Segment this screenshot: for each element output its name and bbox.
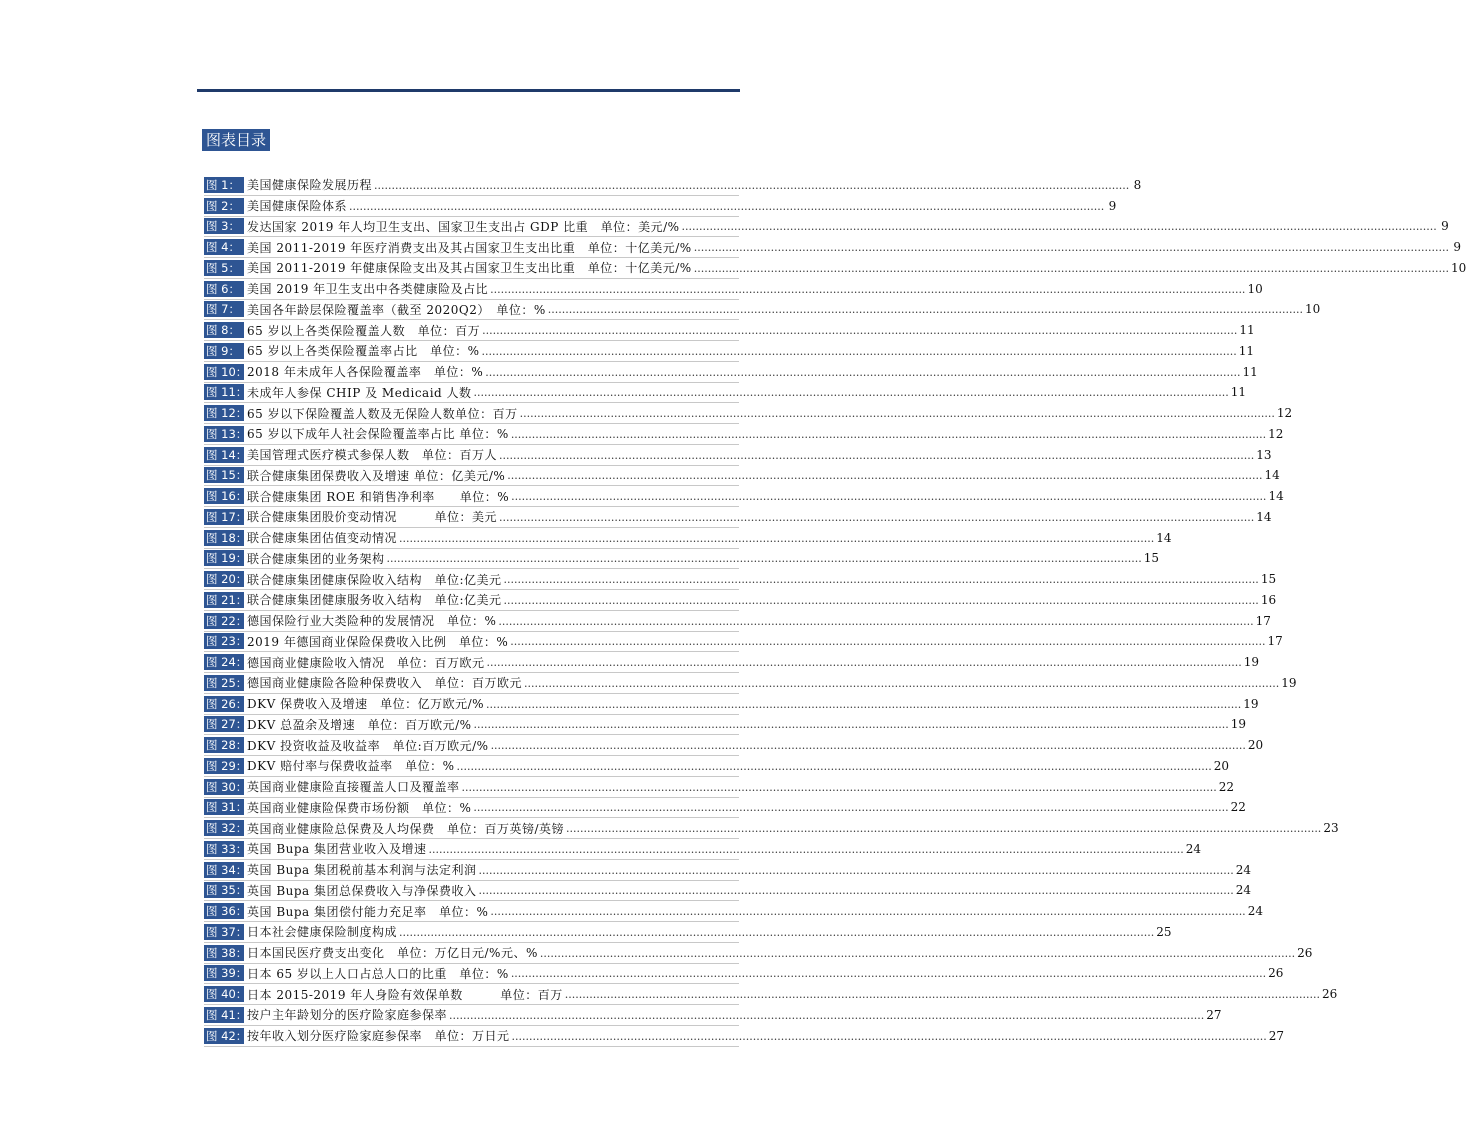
toc-entry[interactable] bbox=[204, 839, 1202, 860]
figure-title: 美国 2019 年卫生支出中各类健康险及占比 bbox=[247, 282, 489, 297]
figure-number-tag: 图 36： bbox=[206, 904, 248, 919]
figure-title: 发达国家 2019 年人均卫生支出、国家卫生支出占 GDP 比重 单位：美元/% bbox=[247, 219, 680, 234]
figure-number-tag: 图 17： bbox=[206, 509, 248, 524]
dot-leader bbox=[349, 201, 1104, 212]
page-number: 20 bbox=[1247, 738, 1264, 753]
page-number: 22 bbox=[1218, 779, 1235, 794]
figure-number-tag: 图 39： bbox=[206, 966, 248, 981]
toc-entry[interactable] bbox=[204, 590, 1277, 611]
figure-number-tag: 图 38： bbox=[206, 945, 248, 960]
figure-title: 联合健康集团 ROE 和销售净利率 单位：% bbox=[247, 489, 510, 504]
figure-number-tag: 图 42： bbox=[206, 1028, 248, 1043]
figure-title: 未成年人参保 CHIP 及 Medicaid 人数 bbox=[247, 385, 472, 400]
page-number: 25 bbox=[1156, 924, 1172, 939]
dot-leader bbox=[499, 512, 1254, 523]
page-number: 14 bbox=[1256, 509, 1272, 524]
toc-entry[interactable] bbox=[204, 735, 1264, 756]
toc-entry[interactable] bbox=[204, 300, 1321, 321]
figure-number-tag: 图 15： bbox=[206, 468, 248, 483]
figure-number-tag: 图 14： bbox=[206, 447, 248, 462]
toc-entry[interactable] bbox=[204, 1005, 1222, 1026]
toc-entry[interactable] bbox=[204, 424, 1284, 445]
toc-entry[interactable] bbox=[204, 237, 1461, 258]
toc-entry[interactable] bbox=[204, 798, 1246, 819]
dot-leader bbox=[498, 616, 1253, 627]
toc-entry[interactable] bbox=[204, 362, 1258, 383]
page-number: 27 bbox=[1206, 1007, 1222, 1022]
figure-title: 英国商业健康险直接覆盖人口及覆盖率 bbox=[247, 780, 460, 795]
figure-number-tag: 图 21： bbox=[206, 592, 248, 607]
page-number: 26 bbox=[1322, 987, 1338, 1002]
figure-title: 65 岁以下成年人社会保险覆盖率占比 单位：% bbox=[247, 427, 509, 442]
dot-leader bbox=[520, 408, 1275, 419]
figure-number-tag: 图 29： bbox=[206, 758, 248, 773]
page-number: 14 bbox=[1268, 489, 1284, 504]
page-number: 24 bbox=[1185, 841, 1202, 856]
dot-leader bbox=[511, 491, 1266, 502]
figure-number-tag: 图 41： bbox=[206, 1007, 248, 1022]
page-number: 26 bbox=[1268, 966, 1284, 981]
figure-number-tag: 图 32： bbox=[206, 821, 248, 836]
page-number: 23 bbox=[1323, 821, 1339, 836]
dot-leader bbox=[462, 782, 1217, 793]
figure-title: 美国 2011-2019 年医疗消费支出及其占国家卫生支出比重 单位：十亿美元/% bbox=[247, 240, 692, 255]
dot-leader bbox=[540, 948, 1295, 959]
page-number: 12 bbox=[1276, 406, 1293, 421]
figure-title: 日本国民医疗费支出变化 单位：万亿日元/%元、% bbox=[247, 946, 538, 961]
page-number: 24 bbox=[1235, 883, 1252, 898]
toc-entry[interactable] bbox=[204, 673, 1297, 694]
figure-number-tag: 图 18： bbox=[206, 530, 248, 545]
page-number: 10 bbox=[1247, 281, 1263, 296]
figure-number-tag: 图 24： bbox=[206, 655, 248, 670]
figure-title: DKV 赔付率与保费收益率 单位：% bbox=[247, 759, 455, 774]
figure-title: DKV 总盈余及增速 单位：百万欧元/% bbox=[247, 717, 472, 732]
figure-number-tag: 图 7： bbox=[204, 301, 244, 317]
dot-leader bbox=[511, 429, 1266, 440]
page-number: 9 bbox=[1441, 219, 1449, 234]
page-number: 19 bbox=[1243, 696, 1259, 711]
figure-number-tag: 图 40： bbox=[206, 987, 248, 1002]
figure-title: 日本 2015-2019 年人身险有效保单数 单位：百万 bbox=[247, 987, 563, 1002]
figure-title: 按年收入划分医疗险家庭参保率 单位：万日元 bbox=[247, 1029, 510, 1044]
dot-leader bbox=[482, 346, 1237, 357]
toc-entry[interactable] bbox=[204, 175, 1142, 196]
toc-entry[interactable] bbox=[204, 217, 1449, 238]
figure-title: 2019 年德国商业保险保费收入比例 单位：% bbox=[247, 634, 509, 649]
dot-leader bbox=[499, 450, 1254, 461]
figure-number-tag: 图 13： bbox=[206, 426, 248, 441]
figure-title: 美国 2011-2019 年健康保险支出及其占国家卫生支出比重 单位：十亿美元/% bbox=[247, 261, 692, 276]
figure-number-tag: 图 8： bbox=[204, 322, 244, 338]
toc-entry[interactable] bbox=[204, 922, 1172, 943]
page-number: 22 bbox=[1230, 800, 1246, 815]
toc-entry[interactable] bbox=[204, 984, 1338, 1005]
figure-title: 英国 Bupa 集团营业收入及增速 bbox=[247, 842, 427, 857]
section-title: 图表目录 bbox=[202, 129, 270, 151]
figure-number-tag: 图 31： bbox=[206, 800, 248, 815]
figure-title: 英国 Bupa 集团总保费收入与净保费收入 bbox=[247, 883, 477, 898]
dot-leader bbox=[504, 595, 1259, 606]
toc-entry[interactable] bbox=[204, 611, 1271, 632]
toc-entry[interactable] bbox=[204, 818, 1339, 839]
page-number: 24 bbox=[1247, 904, 1263, 919]
dot-leader bbox=[474, 719, 1229, 730]
dot-leader bbox=[566, 823, 1321, 834]
figure-number-tag: 图 16： bbox=[206, 489, 248, 504]
toc-entry[interactable] bbox=[204, 341, 1255, 362]
figure-number-tag: 图 27： bbox=[206, 717, 248, 732]
dot-leader bbox=[490, 906, 1245, 917]
figure-number-tag: 图 2： bbox=[204, 198, 244, 214]
figure-number-tag: 图 20： bbox=[206, 572, 248, 587]
dot-leader bbox=[482, 325, 1237, 336]
figure-title: 德国商业健康险各险种保费收入 单位：百万欧元 bbox=[247, 676, 523, 691]
figure-title: 美国健康保险体系 bbox=[247, 199, 348, 214]
page-number: 14 bbox=[1264, 468, 1280, 483]
dot-leader bbox=[485, 367, 1240, 378]
dot-leader bbox=[507, 470, 1262, 481]
figure-number-tag: 图 9： bbox=[204, 343, 244, 359]
figure-title: 日本社会健康保险制度构成 bbox=[247, 925, 398, 940]
page-number: 15 bbox=[1143, 551, 1160, 566]
figure-title: 英国 Bupa 集团偿付能力充足率 单位：% bbox=[247, 904, 489, 919]
toc-entry[interactable] bbox=[204, 320, 1255, 341]
toc-entry[interactable] bbox=[204, 569, 1277, 590]
toc-entry[interactable] bbox=[204, 632, 1283, 653]
toc-entry[interactable] bbox=[204, 486, 1284, 507]
page-number: 11 bbox=[1239, 323, 1255, 338]
toc-entry[interactable] bbox=[204, 466, 1280, 487]
figure-title: 2018 年未成年人各保险覆盖率 单位：% bbox=[247, 365, 484, 380]
toc-entry[interactable] bbox=[204, 756, 1230, 777]
figure-title: 联合健康集团保费收入及增速 单位：亿美元/% bbox=[247, 468, 506, 483]
page-number: 9 bbox=[1108, 198, 1117, 213]
page-number: 15 bbox=[1260, 572, 1277, 587]
toc-entry[interactable] bbox=[204, 777, 1235, 798]
page-number: 8 bbox=[1133, 177, 1142, 192]
dot-leader bbox=[486, 699, 1241, 710]
figure-number-tag: 图 23： bbox=[206, 634, 248, 649]
dot-leader bbox=[694, 263, 1449, 274]
page-number: 11 bbox=[1238, 343, 1255, 358]
page-number: 12 bbox=[1268, 426, 1284, 441]
page-number: 16 bbox=[1260, 592, 1277, 607]
dot-leader bbox=[479, 865, 1234, 876]
dot-leader bbox=[694, 242, 1449, 253]
toc-entry[interactable] bbox=[204, 549, 1160, 570]
dot-leader bbox=[524, 678, 1279, 689]
figure-number-tag: 图 30： bbox=[206, 779, 248, 794]
page-number: 27 bbox=[1268, 1028, 1285, 1043]
figure-number-tag: 图 1： bbox=[204, 177, 244, 193]
page-number: 13 bbox=[1256, 447, 1272, 462]
dot-leader bbox=[399, 927, 1154, 938]
dot-leader bbox=[374, 180, 1129, 191]
figure-title: 英国商业健康险总保费及人均保费 单位：百万英镑/英镑 bbox=[247, 821, 565, 836]
figure-list bbox=[204, 175, 1466, 1047]
dot-leader bbox=[491, 740, 1246, 751]
figure-number-tag: 图 12： bbox=[206, 406, 248, 421]
dot-leader bbox=[487, 657, 1242, 668]
toc-entry[interactable] bbox=[204, 715, 1247, 736]
figure-title: 英国 Bupa 集团税前基本利润与法定利润 bbox=[247, 863, 477, 878]
figure-title: 联合健康集团股价变动情况 单位：美元 bbox=[247, 510, 498, 525]
figure-number-tag: 图 37： bbox=[206, 924, 248, 939]
figure-number-tag: 图 25： bbox=[206, 675, 248, 690]
page-number: 19 bbox=[1243, 655, 1260, 670]
dot-leader bbox=[479, 885, 1234, 896]
figure-number-tag: 图 34： bbox=[206, 862, 248, 877]
figure-number-tag: 图 28： bbox=[206, 738, 248, 753]
figure-number-tag: 图 3： bbox=[204, 218, 244, 234]
figure-number-tag: 图 26： bbox=[206, 696, 248, 711]
figure-title: 联合健康集团健康服务收入结构 单位:亿美元 bbox=[247, 593, 502, 608]
page-number: 14 bbox=[1156, 530, 1172, 545]
page-number: 9 bbox=[1453, 240, 1461, 255]
toc-entry[interactable] bbox=[204, 694, 1259, 715]
page-number: 17 bbox=[1267, 634, 1283, 649]
dot-leader bbox=[682, 221, 1437, 232]
page-number: 10 bbox=[1305, 302, 1321, 317]
toc-entry[interactable] bbox=[204, 1026, 1285, 1047]
figure-number-tag: 图 4： bbox=[204, 239, 244, 255]
dot-leader bbox=[511, 968, 1266, 979]
figure-number-tag: 图 6： bbox=[204, 281, 244, 297]
page-number: 26 bbox=[1297, 945, 1313, 960]
toc-entry[interactable] bbox=[204, 279, 1263, 300]
toc-entry[interactable] bbox=[204, 258, 1466, 279]
figure-number-tag: 图 10： bbox=[206, 364, 248, 379]
dot-leader bbox=[449, 1010, 1204, 1021]
figure-title: 日本 65 岁以上人口占总人口的比重 单位：% bbox=[247, 966, 509, 981]
toc-entry[interactable] bbox=[204, 403, 1293, 424]
figure-number-tag: 图 35： bbox=[206, 883, 248, 898]
toc-entry[interactable] bbox=[204, 881, 1252, 902]
dot-leader bbox=[387, 553, 1142, 564]
page-number: 11 bbox=[1242, 364, 1258, 379]
toc-entry[interactable] bbox=[204, 383, 1247, 404]
toc-entry[interactable] bbox=[204, 901, 1263, 922]
toc-entry[interactable] bbox=[204, 964, 1284, 985]
figure-number-tag: 图 19： bbox=[206, 551, 248, 566]
toc-entry[interactable] bbox=[204, 860, 1252, 881]
figure-title: 联合健康集团的业务架构 bbox=[247, 551, 385, 566]
figure-title: 65 岁以上各类保险覆盖率占比 单位：% bbox=[247, 344, 480, 359]
toc-entry[interactable] bbox=[204, 507, 1272, 528]
figure-number-tag: 图 22： bbox=[206, 613, 248, 628]
figure-title: 联合健康集团健康保险收入结构 单位:亿美元 bbox=[247, 572, 502, 587]
figure-title: 美国健康保险发展历程 bbox=[247, 178, 373, 193]
page-number: 17 bbox=[1255, 613, 1271, 628]
header-rule bbox=[197, 89, 740, 92]
figure-title: 65 岁以上各类保险覆盖人数 单位：百万 bbox=[247, 323, 481, 338]
dot-leader bbox=[510, 636, 1265, 647]
figure-title: 美国各年龄层保险覆盖率（截至 2020Q2） 单位：% bbox=[247, 302, 546, 317]
dot-leader bbox=[490, 284, 1245, 295]
dot-leader bbox=[429, 844, 1184, 855]
page-number: 19 bbox=[1281, 675, 1297, 690]
toc-entry[interactable] bbox=[204, 528, 1172, 549]
toc-entry[interactable] bbox=[204, 445, 1272, 466]
page-number: 10 bbox=[1450, 260, 1466, 275]
figure-title: 德国保险行业大类险种的发展情况 单位：% bbox=[247, 614, 497, 629]
dot-leader bbox=[512, 1031, 1267, 1042]
figure-title: 英国商业健康险保费市场份额 单位：% bbox=[247, 800, 472, 815]
dot-leader bbox=[504, 574, 1259, 585]
page-number: 19 bbox=[1230, 717, 1247, 732]
figure-number-tag: 图 5： bbox=[204, 260, 244, 276]
figure-number-tag: 图 11： bbox=[206, 385, 248, 400]
figure-title: 按户主年龄划分的医疗险家庭参保率 bbox=[247, 1008, 448, 1023]
figure-title: 美国管理式医疗模式参保人数 单位：百万人 bbox=[247, 448, 498, 463]
figure-title: 联合健康集团估值变动情况 bbox=[247, 531, 398, 546]
dot-leader bbox=[474, 387, 1229, 398]
toc-entry[interactable] bbox=[204, 943, 1313, 964]
page-number: 20 bbox=[1213, 758, 1230, 773]
figure-title: 德国商业健康险收入情况 单位：百万欧元 bbox=[247, 655, 485, 670]
page-number: 24 bbox=[1235, 862, 1252, 877]
figure-title: DKV 投资收益及收益率 单位:百万欧元/% bbox=[247, 738, 489, 753]
dot-leader bbox=[456, 761, 1211, 772]
figure-number-tag: 图 33： bbox=[206, 841, 248, 856]
figure-title: 65 岁以下保险覆盖人数及无保险人数单位：百万 bbox=[247, 406, 518, 421]
dot-leader bbox=[473, 802, 1228, 813]
toc-entry[interactable] bbox=[204, 652, 1260, 673]
page-number: 11 bbox=[1230, 385, 1247, 400]
dot-leader bbox=[565, 989, 1320, 1000]
figure-title: DKV 保费收入及增速 单位：亿万欧元/% bbox=[247, 697, 485, 712]
dot-leader bbox=[548, 304, 1303, 315]
toc-entry[interactable] bbox=[204, 196, 1117, 217]
dot-leader bbox=[399, 533, 1154, 544]
